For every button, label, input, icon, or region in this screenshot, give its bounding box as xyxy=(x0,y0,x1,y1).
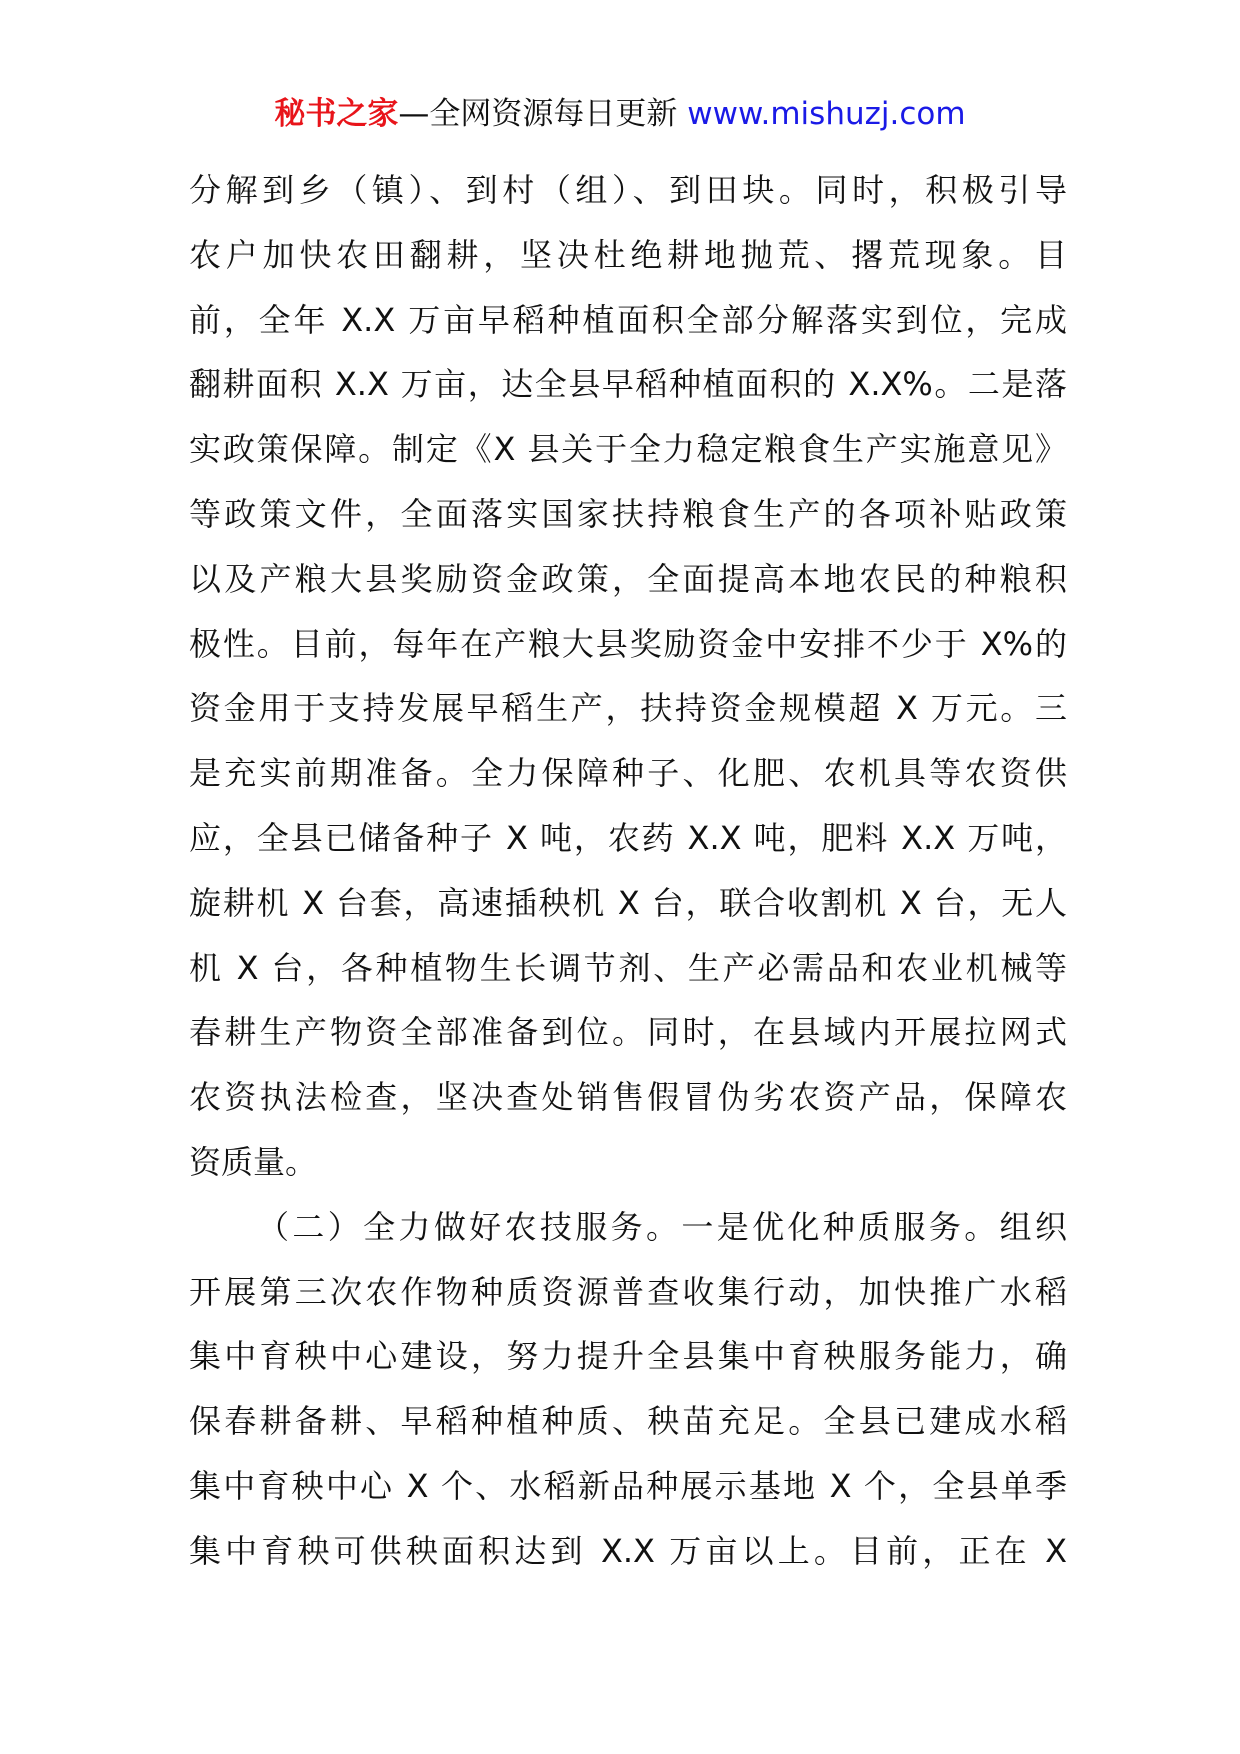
body-line: 是充实前期准备。全力保障种子、化肥、农机具等农资供 xyxy=(189,754,1067,793)
body-line: 农户加快农田翻耕，坚决杜绝耕地抛荒、撂荒现象。目 xyxy=(189,235,1067,274)
body-line: 保春耕备耕、早稻种植种质、秧苗充足。全县已建成水稻 xyxy=(189,1402,1067,1441)
body-line: 实政策保障。制定《X 县关于全力稳定粮食生产实施意见》 xyxy=(189,430,1067,469)
site-header xyxy=(0,94,1240,134)
body-line: 翻耕面积 X.X 万亩，达全县早稻种植面积的 X.X%。二是落 xyxy=(189,365,1067,404)
body-line: 前，全年 X.X 万亩早稻种植面积全部分解落实到位，完成 xyxy=(189,300,1067,339)
body-line: 开展第三次农作物种质资源普查收集行动，加快推广水稻 xyxy=(189,1272,1067,1311)
body-line: 集中育秧可供秧面积达到 X.X 万亩以上。目前，正在 X xyxy=(189,1531,1067,1570)
body-line: 以及产粮大县奖励资金政策，全面提高本地农民的种粮积 xyxy=(189,559,1067,598)
body-line: 资质量。 xyxy=(189,1142,318,1181)
body-line: 等政策文件，全面落实国家扶持粮食生产的各项补贴政策 xyxy=(189,494,1067,533)
document-body xyxy=(189,158,1067,1584)
body-line: 集中育秧中心建设，努力提升全县集中育秧服务能力，确 xyxy=(189,1337,1067,1376)
body-line: 分解到乡（镇）、到村（组）、到田块。同时，积极引导 xyxy=(189,171,1067,209)
site-url-link[interactable]: www.mishuzj.com xyxy=(687,96,966,132)
body-line: 机 X 台，各种植物生长调节剂、生产必需品和农业机械等 xyxy=(189,948,1067,987)
body-line: 集中育秧中心 X 个、水稻新品种展示基地 X 个，全县单季 xyxy=(189,1466,1067,1505)
section-heading-line: （二）全力做好农技服务。一是优化种质服务。组织 xyxy=(257,1207,1067,1246)
body-line: 资金用于支持发展早稻生产，扶持资金规模超 X 万元。三 xyxy=(189,689,1067,728)
body-line: 旋耕机 X 台套，高速插秧机 X 台，联合收割机 X 台，无人 xyxy=(189,883,1067,922)
site-brand: 秘书之家 xyxy=(274,96,399,132)
body-line: 极性。目前，每年在产粮大县奖励资金中安排不少于 X%的 xyxy=(189,624,1067,663)
site-tagline: —全网资源每日更新 xyxy=(398,96,688,132)
body-line: 应，全县已储备种子 X 吨，农药 X.X 吨，肥料 X.X 万吨， xyxy=(189,818,1067,857)
body-line: 农资执法检查，坚决查处销售假冒伪劣农资产品，保障农 xyxy=(189,1078,1067,1117)
body-line: 春耕生产物资全部准备到位。同时，在县域内开展拉网式 xyxy=(189,1013,1067,1052)
